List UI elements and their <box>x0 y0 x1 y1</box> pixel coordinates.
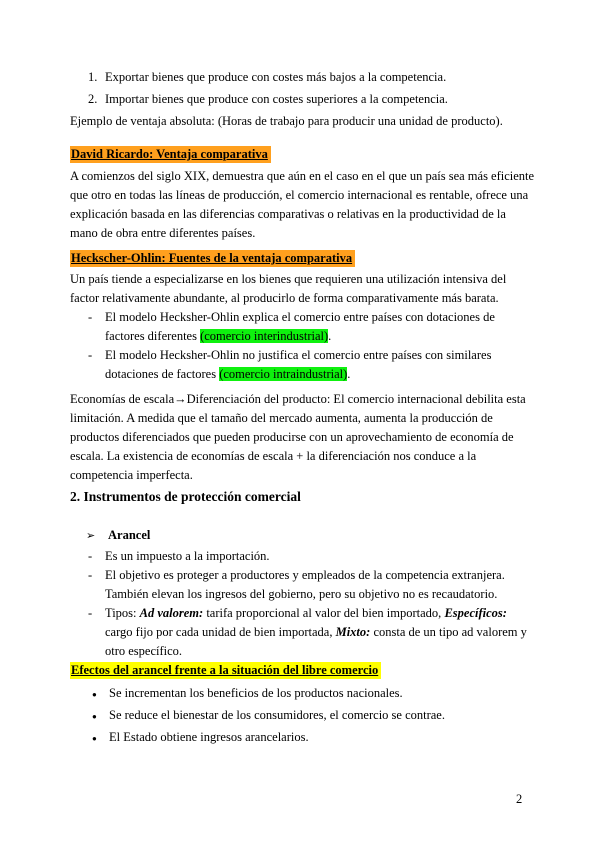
arrow-bullet-icon: ➢ <box>86 530 96 542</box>
dash-list-item <box>88 346 536 384</box>
section2-heading: 2. Instrumentos de protección comercial <box>70 489 301 504</box>
heckscher-paragraph: Un país tiende a especializarse en los bienes que requieren una utilización intensiva del factor relativamente abundante, al producirlo de forma comparativamente más barata. <box>70 272 507 305</box>
emphasis-term: Específicos: <box>444 606 507 620</box>
effects-bullet-list <box>70 683 536 749</box>
numbered-list-item <box>88 66 536 88</box>
green-highlight: (comercio interindustrial) <box>200 329 329 343</box>
list-number: 2. <box>88 92 98 106</box>
list-item-text: El modelo Hecksher-Ohlin explica el comercio entre países con dotaciones de factores diferentes (comercio interindustrial). <box>105 310 495 343</box>
list-item-text: El objetivo es proteger a productores y empleados de la competencia extranjera. También elevan los ingresos del gobierno, pero su objetivo no es recaudatorio. <box>105 568 505 601</box>
numbered-list-item <box>88 88 536 110</box>
ricardo-paragraph: A comienzos del siglo XIX, demuestra que aún en el caso en el que un país sea más eficiente que otro en todas las líneas de producción, el comercio internacional es rentable, ofrece una explicación basada en las diferencias comparativas o relativas en la productividad de la mano de obra entre diferentes países. <box>70 169 535 240</box>
emphasis-term: Ad valorem: <box>139 606 204 620</box>
economies-paragraph: Economías de escala→Diferenciación del producto: El comercio internacional debilita esta limitación. A medida que el tamaño del mercado aumenta, aumenta la producción de productos diferenciados que pueden producirse con un aprovechamiento de economía de escala. La existencia de economías de escala + la diferenciación nos conduce a la competencia imperfecta. <box>70 392 526 482</box>
dash-list-item <box>88 547 536 566</box>
bullet-dot-icon: ● <box>92 734 97 743</box>
page-number: 2 <box>516 792 523 806</box>
bullet-list-item <box>92 705 536 727</box>
heckscher-heading <box>70 249 536 268</box>
list-item-text: El Estado obtiene ingresos arancelarios. <box>109 730 309 744</box>
dash-marker: - <box>88 568 93 582</box>
arancel-title: Arancel <box>108 528 151 542</box>
arancel-item <box>86 526 536 546</box>
dash-list-item <box>88 566 536 604</box>
dash-marker: - <box>88 348 93 362</box>
dash-list-item <box>88 308 536 346</box>
bullet-list-item <box>92 683 536 705</box>
list-item-text: Se reduce el bienestar de los consumidores, el comercio se contrae. <box>109 708 445 722</box>
arancel-bullet-list <box>70 547 536 661</box>
green-highlight: (comercio intraindustrial) <box>219 367 348 381</box>
heckscher-bullet-list <box>70 308 536 384</box>
bullet-list-item <box>92 727 536 749</box>
list-item-text: El modelo Hecksher-Ohlin no justifica el comercio entre países con similares dotaciones de factores (comercio intraindustrial). <box>105 348 492 381</box>
yellow-highlight: Efectos del arancel frente a la situación del libre comercio <box>70 662 381 679</box>
absolute-advantage-example: Ejemplo de ventaja absoluta: (Horas de trabajo para producir una unidad de producto). <box>70 114 503 128</box>
dash-marker: - <box>88 606 93 620</box>
ricardo-heading <box>70 145 536 164</box>
list-item-text: Se incrementan los beneficios de los productos nacionales. <box>109 686 403 700</box>
list-item-text: Tipos: Ad valorem: tarifa proporcional al valor del bien importado, Específicos: cargo fijo por cada unidad de bien importada, Mixto: consta de un tipo ad valorem y otro específico. <box>105 606 527 658</box>
bullet-dot-icon: ● <box>92 690 97 699</box>
absolute-advantage-list <box>70 66 536 110</box>
list-number: 1. <box>88 70 98 84</box>
orange-highlight: Heckscher-Ohlin: Fuentes de la ventaja comparativa <box>70 250 355 267</box>
list-item-text: Exportar bienes que produce con costes más bajos a la competencia. <box>105 70 447 84</box>
list-item-text: Importar bienes que produce con costes superiores a la competencia. <box>105 92 448 106</box>
emphasis-term: Mixto: <box>335 625 371 639</box>
effects-heading <box>70 661 536 680</box>
orange-highlight: David Ricardo: Ventaja comparativa <box>70 146 271 163</box>
dash-marker: - <box>88 549 93 563</box>
list-item-text: Es un impuesto a la importación. <box>105 549 270 563</box>
dash-list-item <box>88 604 536 661</box>
bullet-dot-icon: ● <box>92 712 97 721</box>
dash-marker: - <box>88 310 93 324</box>
